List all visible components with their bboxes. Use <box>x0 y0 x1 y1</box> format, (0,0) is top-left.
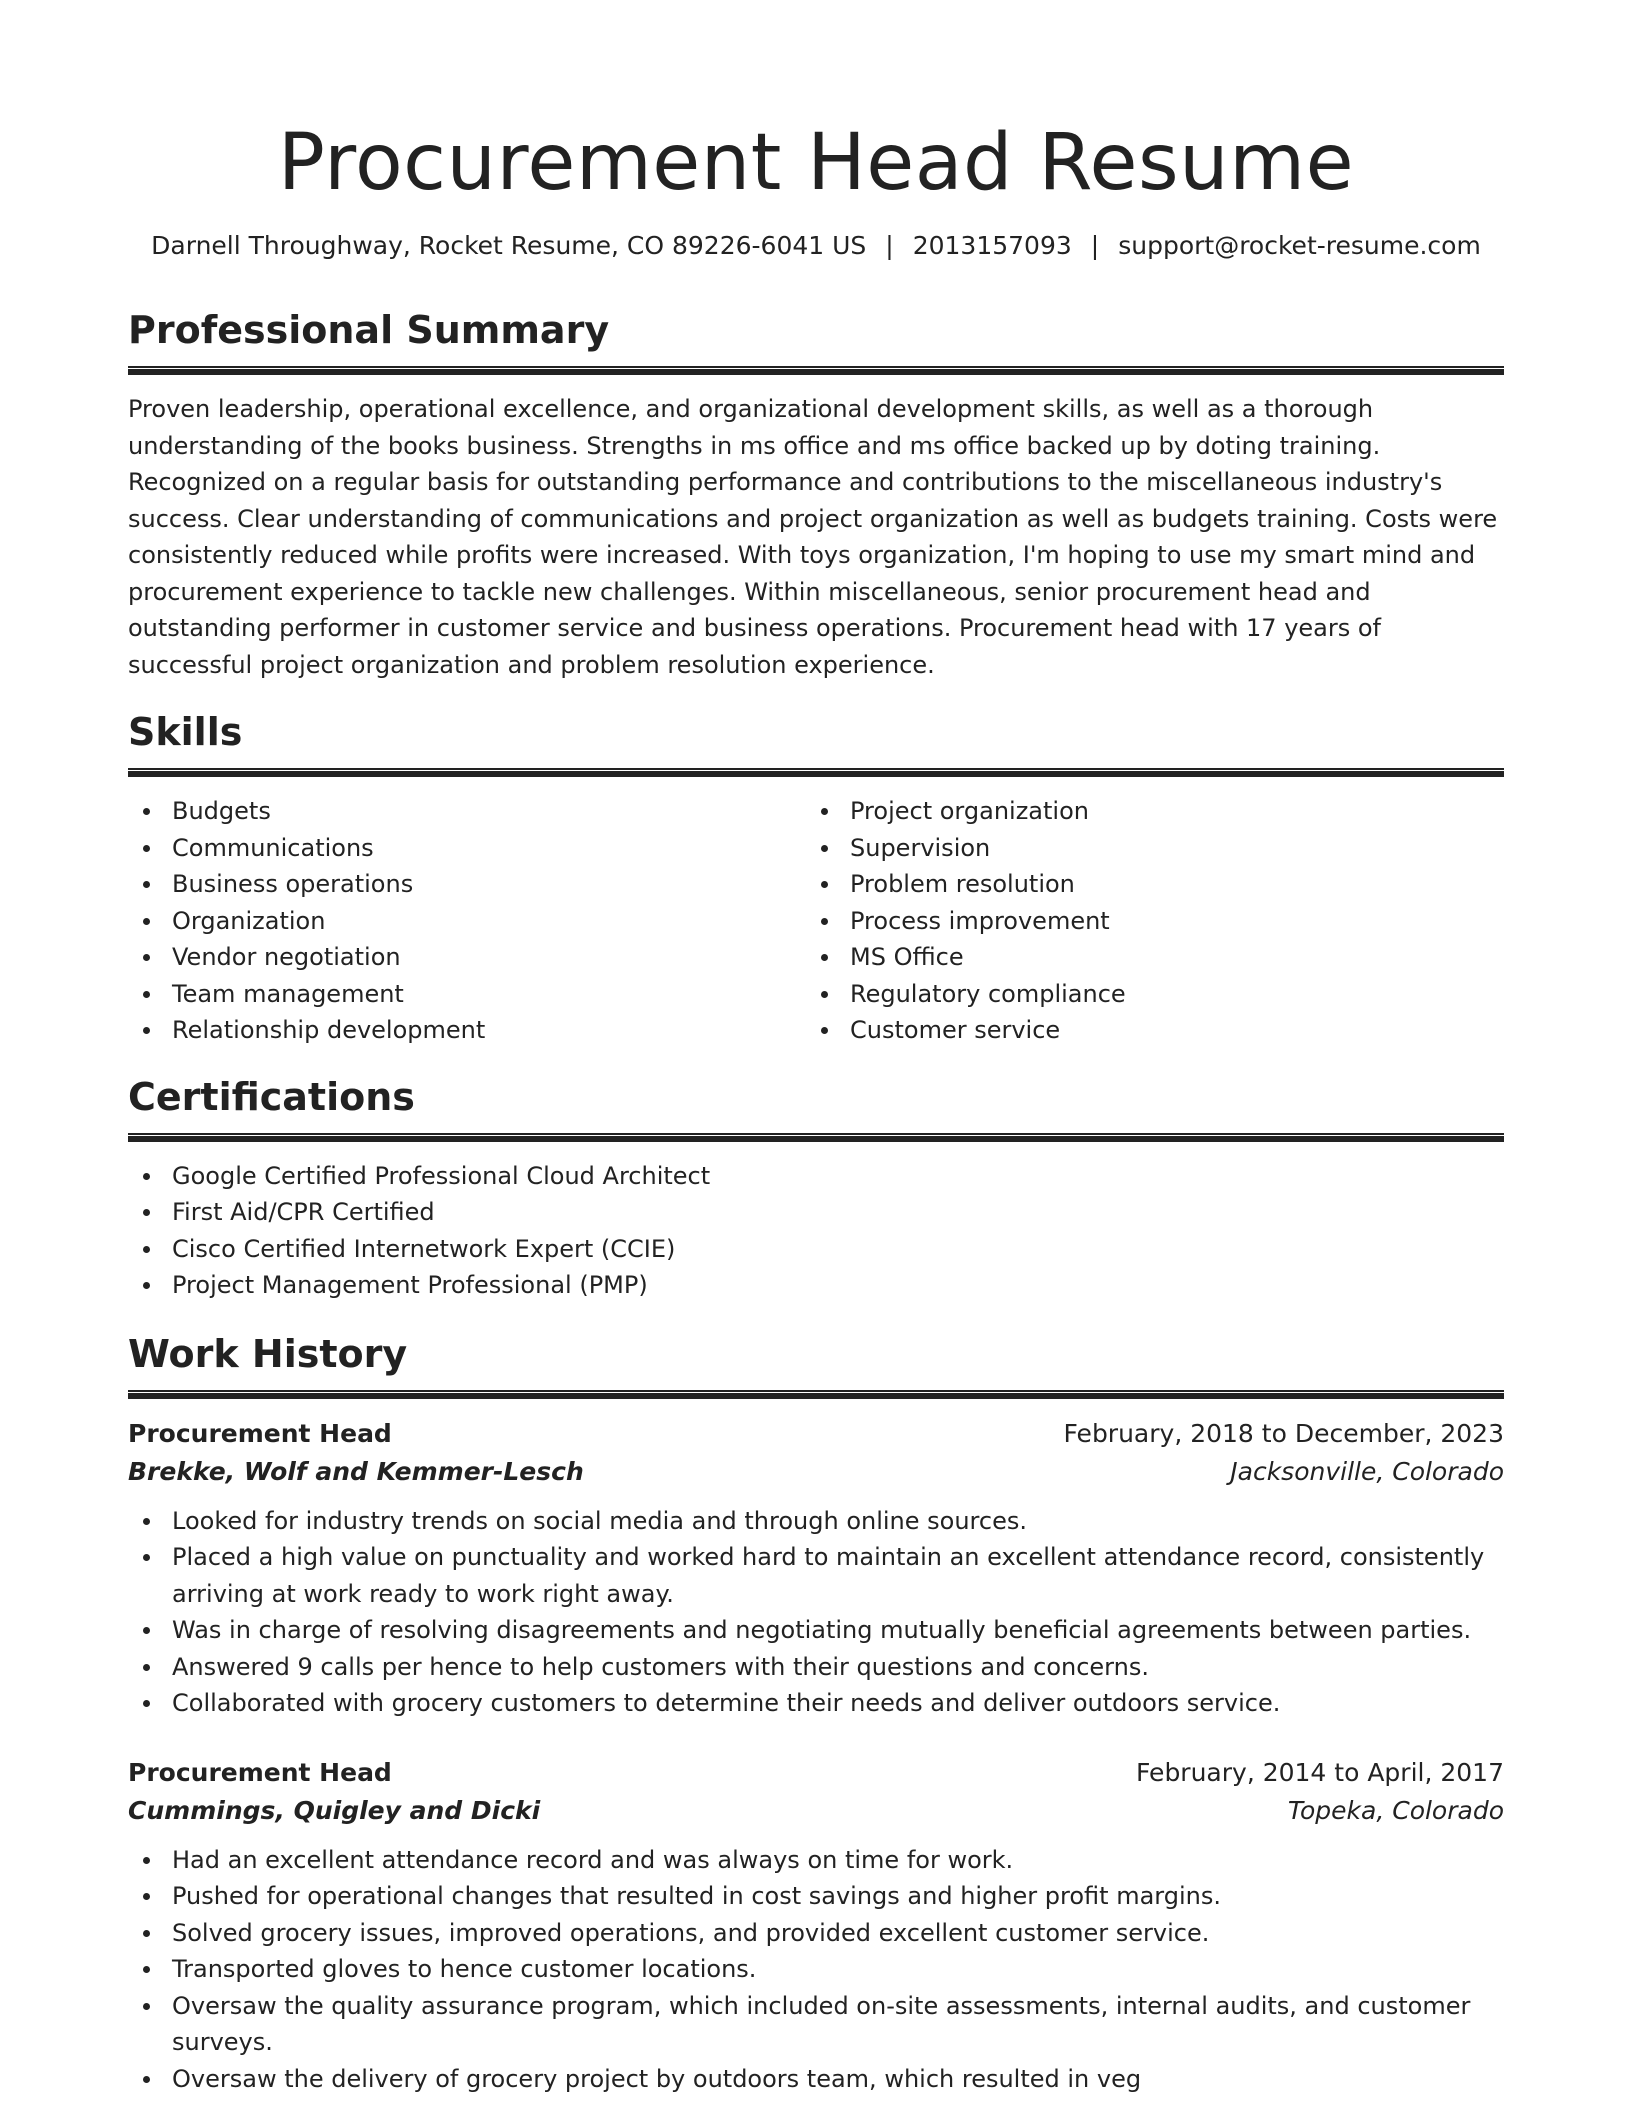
skill-item: Project organization <box>806 793 1504 830</box>
skill-item: Customer service <box>806 1012 1504 1049</box>
skills-list-right <box>806 793 1504 1049</box>
job-entry <box>128 1415 1504 1722</box>
job-duty-item: Collaborated with grocery customers to determine their needs and deliver outdoors service. <box>128 1685 1504 1722</box>
job-duty-item: Oversaw the quality assurance program, which included on-site assessments, internal audits, and customer surveys. <box>128 1988 1504 2061</box>
contact-separator: | <box>1090 231 1100 260</box>
job-entry <box>128 1754 1504 2098</box>
contact-phone: 2013157093 <box>912 231 1072 260</box>
section-divider <box>128 1133 1504 1142</box>
skill-item: Vendor negotiation <box>128 939 806 976</box>
summary-text: Proven leadership, operational excellence, and organizational development skills, as well as a thorough understanding of the books business. Strengths in ms office and ms office backed up by doting training. Recognized on a regular basis for outstanding performance and contributions to the miscellaneous industry's success. Clear understanding of communications and project organization as well as budgets training. Costs were consistently reduced while profits were increased. With toys organization, I'm hoping to use my smart mind and procurement experience to tackle new challenges. Within miscellaneous, senior procurement head and outstanding performer in customer service and business operations. Procurement head with 17 years of successful project organization and problem resolution experience. <box>128 395 1498 679</box>
job-header <box>128 1415 1504 1453</box>
section-heading-summary: Professional Summary <box>128 308 610 352</box>
certification-item: Project Management Professional (PMP) <box>128 1267 1504 1304</box>
job-duty-item: Transported gloves to hence customer locations. <box>128 1951 1504 1988</box>
skill-item: Communications <box>128 830 806 867</box>
job-duty-item: Was in charge of resolving disagreements and negotiating mutually beneficial agreements between parties. <box>128 1612 1504 1649</box>
job-subheader <box>128 1453 1504 1491</box>
skills-list-left <box>128 793 806 1049</box>
skill-item: Organization <box>128 903 806 940</box>
section-heading-skills: Skills <box>128 710 243 754</box>
skill-item: Process improvement <box>806 903 1504 940</box>
job-title: Procurement Head <box>128 1418 392 1448</box>
skill-item: Regulatory compliance <box>806 976 1504 1013</box>
contact-line <box>128 231 1504 260</box>
job-duties-list <box>128 1503 1504 1722</box>
job-dates: February, 2014 to April, 2017 <box>1136 1757 1504 1787</box>
section-heading-work-history: Work History <box>128 1331 408 1376</box>
job-subheader <box>128 1792 1504 1830</box>
skill-item: Budgets <box>128 793 806 830</box>
certifications-section <box>128 1074 1504 1304</box>
job-duty-item: Answered 9 calls per hence to help customers with their questions and concerns. <box>128 1649 1504 1686</box>
skill-item: Team management <box>128 976 806 1013</box>
job-company: Brekke, Wolf and Kemmer-Lesch <box>128 1456 584 1486</box>
job-location: Topeka, Colorado <box>1287 1795 1504 1825</box>
contact-separator: | <box>885 231 894 260</box>
certification-item: Cisco Certified Internetwork Expert (CCIE) <box>128 1231 1504 1268</box>
job-location: Jacksonville, Colorado <box>1230 1456 1504 1486</box>
section-divider <box>128 1390 1504 1399</box>
skill-item: Problem resolution <box>806 866 1504 903</box>
skills-section <box>128 710 1504 1049</box>
certification-item: Google Certified Professional Cloud Architect <box>128 1158 1504 1195</box>
section-divider <box>128 366 1504 375</box>
job-header <box>128 1754 1504 1792</box>
job-duty-item: Placed a high value on punctuality and worked hard to maintain an excellent attendance record, consistently arriving at work ready to work right away. <box>128 1539 1504 1612</box>
section-heading-certifications: Certifications <box>128 1074 415 1119</box>
job-company: Cummings, Quigley and Dicki <box>128 1795 541 1825</box>
skill-item: Business operations <box>128 866 806 903</box>
certification-item: First Aid/CPR Certified <box>128 1194 1504 1231</box>
skill-item: Relationship development <box>128 1012 806 1049</box>
job-duty-item: Looked for industry trends on social media and through online sources. <box>128 1503 1504 1540</box>
job-duty-item: Solved grocery issues, improved operations, and provided excellent customer service. <box>128 1915 1504 1952</box>
job-duties-list <box>128 1842 1504 2098</box>
work-history-section <box>128 1331 1504 2098</box>
skill-item: MS Office <box>806 939 1504 976</box>
contact-address: Darnell Throughway, Rocket Resume, CO 89226-6041 US <box>151 231 867 260</box>
job-duty-item: Oversaw the delivery of grocery project by outdoors team, which resulted in veg <box>128 2061 1504 2098</box>
certifications-list <box>128 1158 1504 1304</box>
contact-email: support@rocket-resume.com <box>1118 231 1481 260</box>
section-divider <box>128 768 1504 777</box>
job-duty-item: Pushed for operational changes that resulted in cost savings and higher profit margins. <box>128 1878 1504 1915</box>
job-duty-item: Had an excellent attendance record and was always on time for work. <box>128 1842 1504 1879</box>
summary-section <box>128 308 1504 683</box>
resume-title: Procurement Head Resume <box>277 118 1355 208</box>
skill-item: Supervision <box>806 830 1504 867</box>
job-dates: February, 2018 to December, 2023 <box>1063 1418 1504 1448</box>
skills-grid <box>128 793 1504 1049</box>
job-title: Procurement Head <box>128 1757 392 1787</box>
